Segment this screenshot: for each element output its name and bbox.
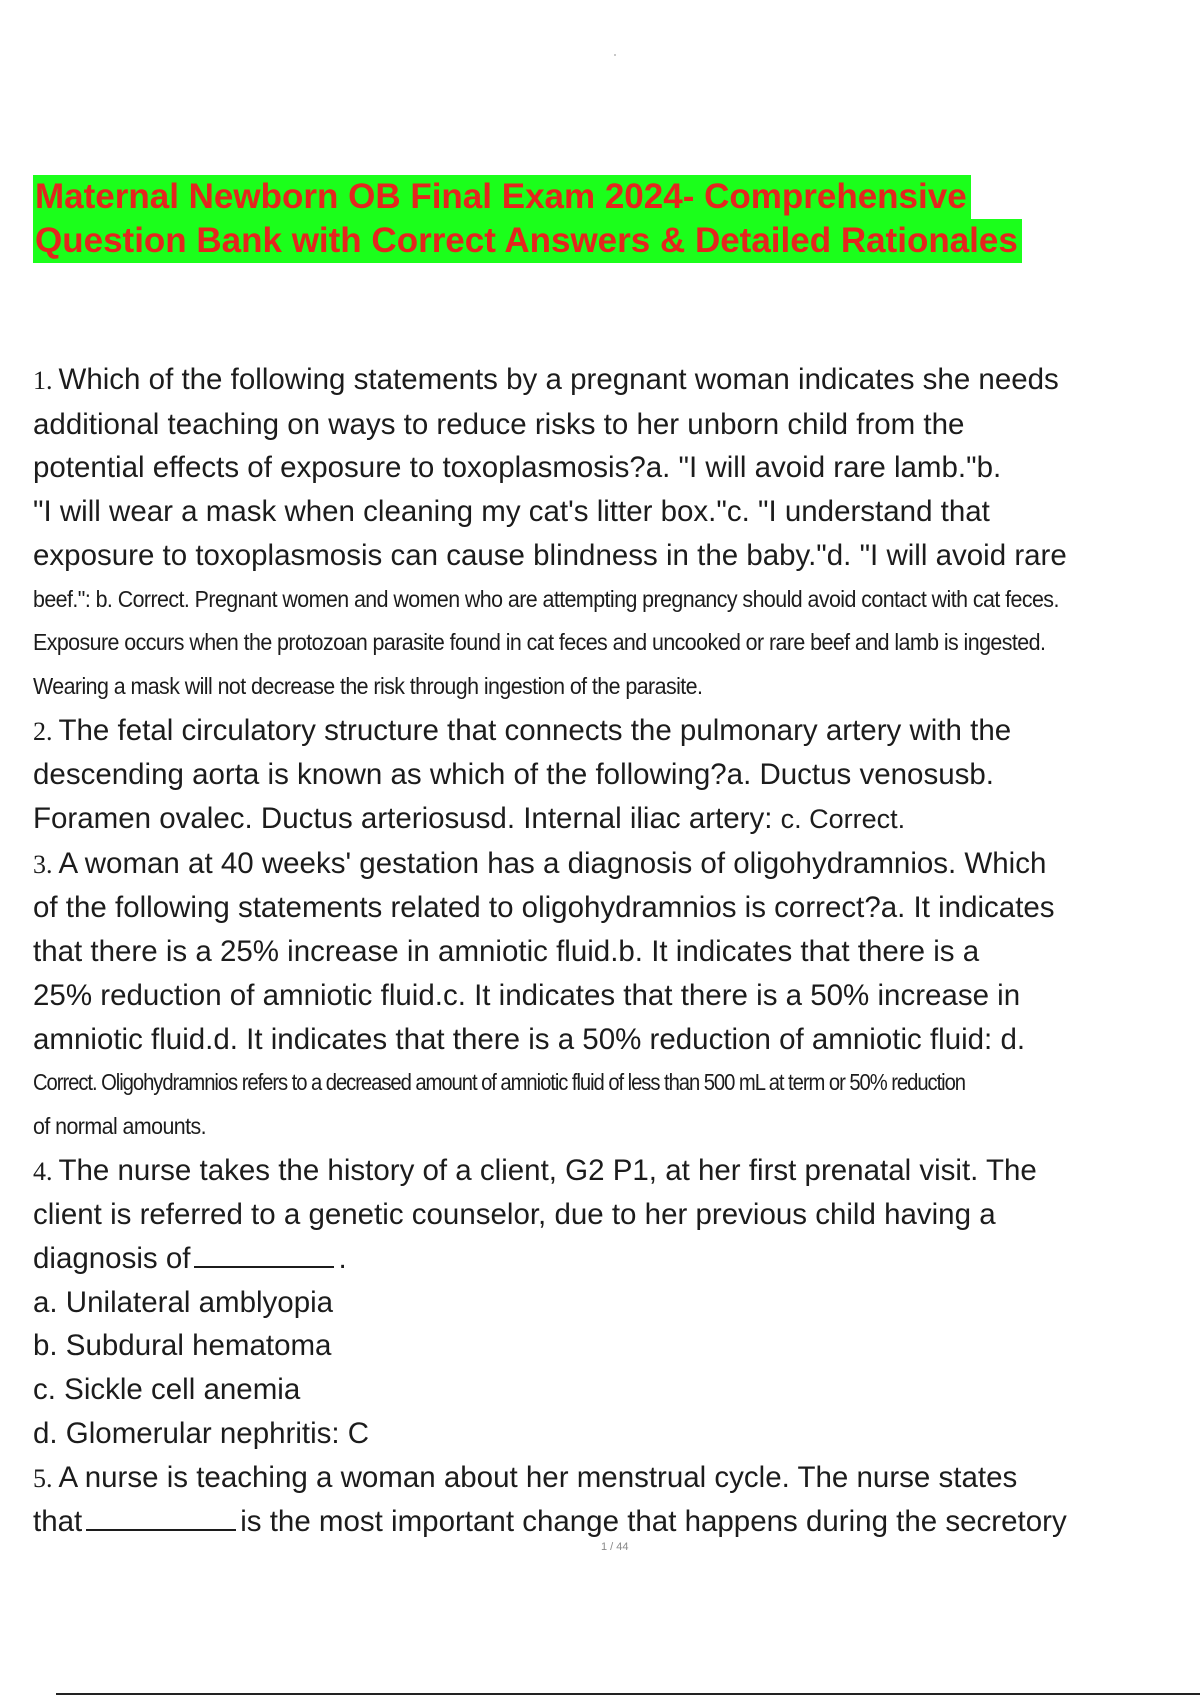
q4-option-b: b. Subdural hematoma [33, 1329, 332, 1363]
q1-rationale-1: beef.": b. Correct. Pregnant women and women who are attempting pregnancy should avoid contact with cat feces. [33, 585, 1059, 612]
q5-line-2: that is the most important change that happens during the secretory [33, 1505, 1067, 1539]
q1-number: 1. [33, 366, 53, 395]
q1-line-4: "I will wear a mask when cleaning my cat's litter box."c. "I understand that [33, 495, 990, 529]
q1-line-3: potential effects of exposure to toxoplasmosis?a. "I will avoid rare lamb."b. [33, 451, 1002, 485]
q3-line-1: 3. A woman at 40 weeks' gestation has a diagnosis of oligohydramnios. Which [33, 846, 1047, 880]
q1-rationale-3: Wearing a mask will not decrease the risk through ingestion of the parasite. [33, 672, 703, 699]
q1-line-1: 1. Which of the following statements by a pregnant woman indicates she needs [33, 363, 1059, 396]
q1-line-5: exposure to toxoplasmosis can cause blindness in the baby."d. "I will avoid rare [33, 538, 1067, 572]
q4-option-c: c. Sickle cell anemia [33, 1373, 301, 1407]
page-number: 1 / 44 [601, 1541, 629, 1553]
q3-line-2: of the following statements related to oligohydramnios is correct?a. It indicates [33, 891, 1055, 925]
q3-rationale-2: of normal amounts. [33, 1112, 207, 1139]
q3-line-3: that there is a 25% increase in amniotic fluid.b. It indicates that there is a [33, 935, 980, 969]
q1-rationale-2: Exposure occurs when the protozoan parasite found in cat feces and uncooked or rare beef and lamb is ingested. [33, 629, 1046, 656]
q5-line-1: 5. A nurse is teaching a woman about her menstrual cycle. The nurse states [33, 1460, 1018, 1494]
q2-number: 2. [33, 716, 53, 746]
q3-line-5: amniotic fluid.d. It indicates that there is a 50% reduction of amniotic fluid: d. [33, 1022, 1026, 1056]
title-line-2: Question Bank with Correct Answers & Detailed Rationales [33, 219, 1022, 263]
q1-line-2: additional teaching on ways to reduce risks to her unborn child from the [33, 407, 965, 441]
page-speck [614, 54, 616, 56]
document-title [33, 175, 1022, 263]
q4-number: 4. [33, 1156, 53, 1186]
q3-number: 3. [33, 849, 53, 879]
q2-answer: c. Correct. [780, 804, 906, 835]
q2-line-1: 2. The fetal circulatory structure that connects the pulmonary artery with the [33, 713, 1012, 747]
q2-line-3: Foramen ovalec. Ductus arteriosusd. Internal iliac artery: c. Correct. [33, 802, 906, 836]
q5-number: 5. [33, 1463, 53, 1493]
q3-rationale-1: Correct. Oligohydramnios refers to a decreased amount of amniotic fluid of less than 500 mL at term or 50% reduction [33, 1069, 966, 1096]
fill-in-blank [194, 1240, 334, 1268]
q3-line-4: 25% reduction of amniotic fluid.c. It indicates that there is a 50% increase in [33, 978, 1021, 1012]
fill-in-blank [86, 1503, 236, 1531]
q4-option-d: d. Glomerular nephritis: C [33, 1416, 370, 1450]
page-divider [56, 1693, 1200, 1695]
q4-line-3: diagnosis of . [33, 1242, 347, 1276]
q2-line-2: descending aorta is known as which of the following?a. Ductus venosusb. [33, 758, 994, 792]
question-list [33, 358, 1197, 1544]
q4-line-2: client is referred to a genetic counselor, due to her previous child having a [33, 1198, 996, 1232]
q4-option-a: a. Unilateral amblyopia [33, 1285, 334, 1319]
q4-line-1: 4. The nurse takes the history of a client, G2 P1, at her first prenatal visit. The [33, 1153, 1037, 1187]
title-line-1: Maternal Newborn OB Final Exam 2024- Comprehensive [33, 175, 971, 219]
